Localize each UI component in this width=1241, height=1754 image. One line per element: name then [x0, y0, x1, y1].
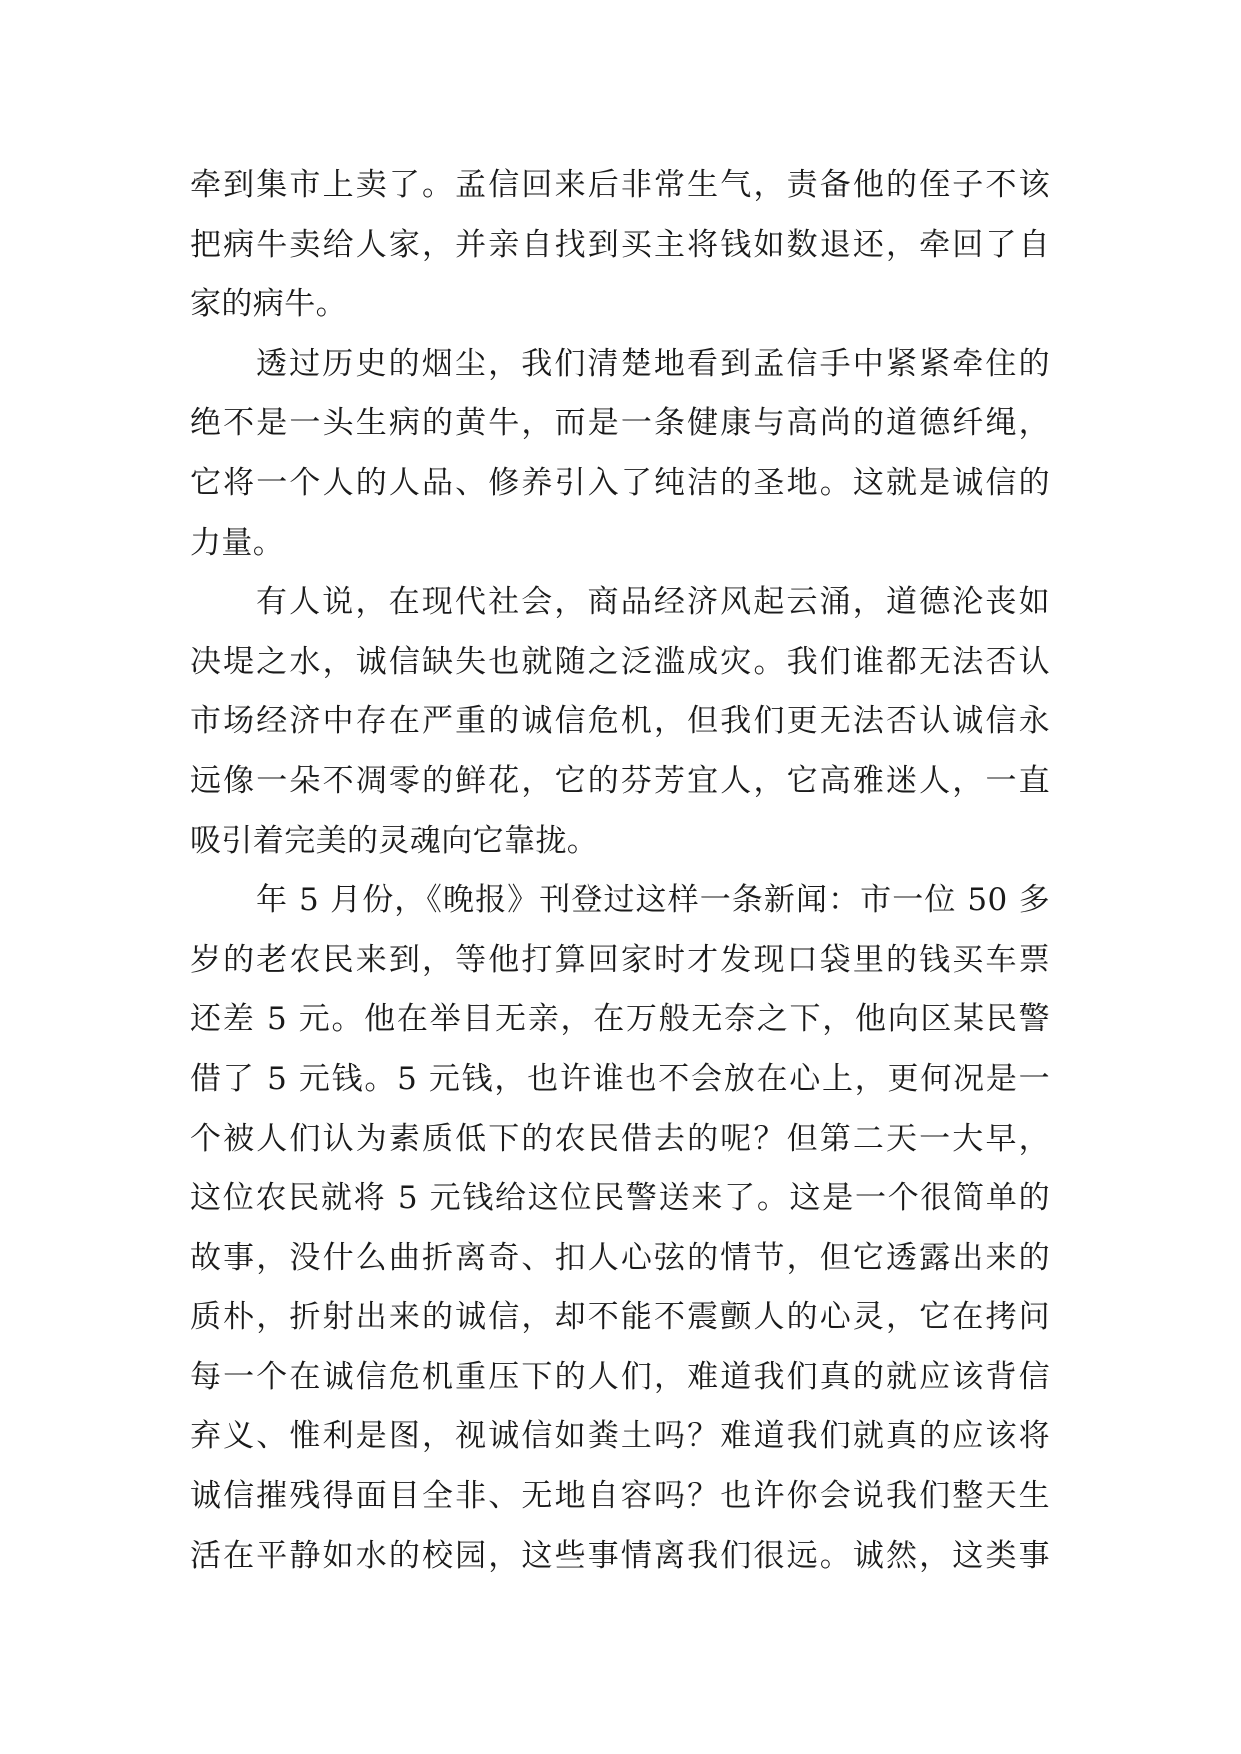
text-line: 把病牛卖给人家，并亲自找到买主将钱如数退还，牵回了自: [190, 226, 1050, 263]
paragraph-first-line: 有人说，在现代社会，商品经济风起云涌，道德沦丧如: [256, 584, 1050, 621]
text-line: 质朴，折射出来的诚信，却不能不震颤人的心灵，它在拷问: [190, 1299, 1050, 1336]
text-line: 还差 5 元。他在举目无亲，在万般无奈之下，他向区某民警: [190, 1001, 1050, 1038]
text-line: 弃义、惟利是图，视诚信如粪土吗？难道我们就真的应该将: [190, 1418, 1050, 1455]
text-line: 力量。: [190, 524, 285, 561]
text-line: 岁的老农民来到，等他打算回家时才发现口袋里的钱买车票: [190, 941, 1050, 978]
text-line: 这位农民就将 5 元钱给这位民警送来了。这是一个很简单的: [190, 1180, 1050, 1217]
text-line: 借了 5 元钱。5 元钱，也许谁也不会放在心上，更何况是一: [190, 1060, 1050, 1097]
paragraph-first-line: 透过历史的烟尘，我们清楚地看到孟信手中紧紧牵住的: [256, 345, 1050, 382]
text-line: 个被人们认为素质低下的农民借去的呢？但第二天一大早，: [190, 1120, 1050, 1157]
text-line: 家的病牛。: [190, 286, 347, 323]
text-line: 绝不是一头生病的黄牛，而是一条健康与高尚的道德纤绳，: [190, 405, 1050, 442]
text-line: 每一个在诚信危机重压下的人们，难道我们真的就应该背信: [190, 1358, 1050, 1395]
text-line: 它将一个人的人品、修养引入了纯洁的圣地。这就是诚信的: [190, 464, 1050, 501]
text-line: 市场经济中存在严重的诚信危机，但我们更无法否认诚信永: [190, 703, 1050, 740]
text-line: 牵到集市上卖了。孟信回来后非常生气，责备他的侄子不该: [190, 167, 1050, 203]
text-line: 吸引着完美的灵魂向它靠拢。: [190, 822, 599, 859]
text-line: 活在平静如水的校园，这些事情离我们很远。诚然，这类事: [190, 1537, 1050, 1574]
text-line: 决堤之水，诚信缺失也就随之泛滥成灾。我们谁都无法否认: [190, 643, 1050, 680]
text-line: 故事，没什么曲折离奇、扣人心弦的情节，但它透露出来的: [190, 1239, 1050, 1276]
body-text: [190, 156, 1050, 1586]
text-line: 远像一朵不凋零的鲜花，它的芬芳宜人，它高雅迷人，一直: [190, 762, 1050, 799]
paragraph-first-line: 年 5 月份，《晚报》刊登过这样一条新闻：市一位 50 多: [256, 882, 1050, 919]
text-line: 诚信摧残得面目全非、无地自容吗？也许你会说我们整天生: [190, 1478, 1050, 1515]
